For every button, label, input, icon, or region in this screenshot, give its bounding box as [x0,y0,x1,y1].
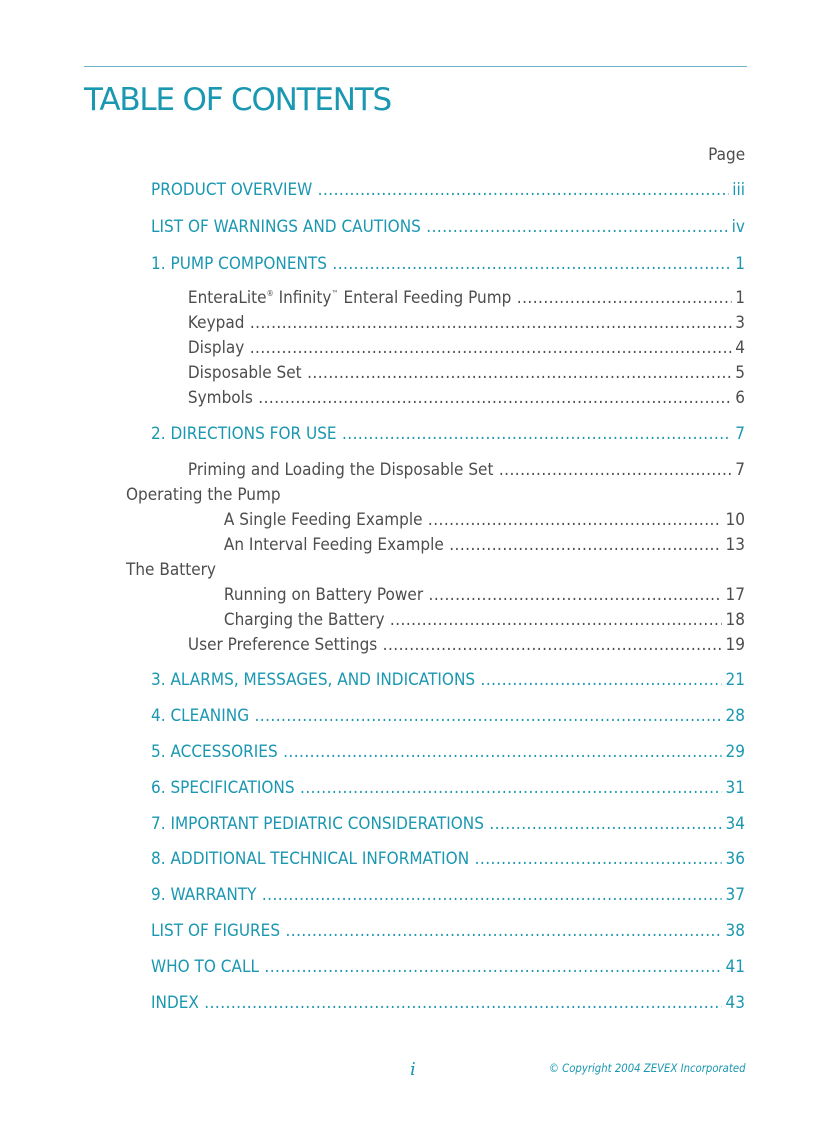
dot-leader [250,337,732,359]
toc-entry-page: 3 [735,313,745,333]
toc-entry-page: 5 [735,363,745,383]
toc-entry-label: An Interval Feeding Example [223,535,444,555]
toc-entry-page: iii [732,180,745,200]
toc-entry-label: 9. WARRANTY [151,885,257,905]
dot-leader [250,312,732,334]
dot-leader [283,741,722,763]
toc-entry-page: 41 [725,957,745,977]
dot-leader [489,813,722,835]
toc-entry-alarms-messages-indications[interactable] [151,669,745,691]
toc-entry-page: 38 [725,921,745,941]
dot-leader [307,362,732,384]
toc-entry-page: 19 [725,635,745,655]
top-rule [84,66,747,67]
toc-entry-keypad[interactable] [188,312,745,334]
product-name-suffix: Enteral Feeding Pump [338,288,512,308]
toc-entry-list-of-warnings-and-cautions[interactable] [151,216,745,238]
toc-entry-label: Symbols [187,388,253,408]
toc-entry-user-preference-settings[interactable] [188,634,745,656]
toc-entry-label: Display [187,338,245,358]
toc-entry-label: LIST OF WARNINGS AND CAUTIONS [151,217,421,237]
toc-entry-directions-for-use[interactable] [151,423,745,445]
toc-entry-page: 1 [735,254,745,274]
toc-entry-label: 6. SPECIFICATIONS [151,778,295,798]
dot-leader [262,884,722,906]
footer-copyright: © Copyright 2004 ZEVEX Incorporated [548,1061,745,1075]
dot-leader [475,848,722,870]
toc-entry-warranty[interactable] [151,884,745,906]
dot-leader [428,509,722,531]
page-column-heading: Page [707,145,745,165]
toc-entry-disposable-set[interactable] [188,362,745,384]
toc-entry-page: 34 [725,814,745,834]
toc-entry-pump-components[interactable] [151,253,745,275]
dot-leader [318,179,729,201]
toc-entry-label: Keypad [187,313,245,333]
toc-entry-label: Priming and Loading the Disposable Set [187,460,494,480]
toc-entry-page: 18 [725,610,745,630]
toc-entry-product-overview[interactable] [151,179,745,201]
dot-leader [390,609,722,631]
toc-entry-specifications[interactable] [151,777,745,799]
toc-entry-label: Running on Battery Power [223,585,424,605]
toc-entry-label: 2. DIRECTIONS FOR USE [151,424,337,444]
toc-group-operating-the-pump: Operating the Pump [126,485,281,505]
toc-entry-priming-and-loading[interactable] [188,459,745,481]
toc-entry-additional-technical-information[interactable] [151,848,745,870]
dot-leader [517,287,732,309]
toc-entry-list-of-figures[interactable] [151,920,745,942]
toc-entry-index[interactable] [151,992,745,1014]
toc-entry-page: 13 [725,535,745,555]
toc-entry-page: 10 [725,510,745,530]
toc-entry-page: 29 [725,742,745,762]
toc-entry-running-on-battery-power[interactable] [224,584,745,606]
toc-entry-label: 1. PUMP COMPONENTS [151,254,327,274]
toc-entry-who-to-call[interactable] [151,956,745,978]
registered-trademark-symbol: ® [266,289,274,298]
dot-leader [264,956,722,978]
toc-entry-page: 1 [735,288,745,308]
toc-entry-label: LIST OF FIGURES [151,921,281,941]
toc-entry-symbols[interactable] [188,387,745,409]
dot-leader [342,423,732,445]
toc-entry-page: 17 [725,585,745,605]
toc-entry-label: Disposable Set [187,363,302,383]
toc-entry-label: PRODUCT OVERVIEW [151,180,313,200]
toc-group-the-battery: The Battery [126,560,216,580]
toc-entry-page: 6 [735,388,745,408]
toc-entry-single-feeding-example[interactable] [224,509,745,531]
dot-leader [258,387,731,409]
toc-entry-label: 4. CLEANING [151,706,250,726]
toc-entry-label: 7. IMPORTANT PEDIATRIC CONSIDERATIONS [151,814,484,834]
toc-entry-cleaning[interactable] [151,705,745,727]
toc-entry-charging-the-battery[interactable] [224,609,745,631]
dot-leader [332,253,731,275]
toc-entry-page: 37 [725,885,745,905]
toc-entry-label: User Preference Settings [187,635,378,655]
dot-leader [429,584,722,606]
dot-leader [383,634,722,656]
dot-leader [481,669,722,691]
toc-entry-enteralite-infinity-pump[interactable] [188,287,745,309]
dot-leader [300,777,722,799]
toc-entry-page: 7 [735,460,745,480]
product-name-infinity: Infinity [273,288,332,308]
toc-entry-label: WHO TO CALL [151,957,259,977]
trademark-symbol: ™ [331,289,339,298]
toc-entry-page: iv [731,217,745,237]
dot-leader [499,459,732,481]
dot-leader [204,992,722,1014]
dot-leader [426,216,728,238]
toc-entry-page: 28 [725,706,745,726]
toc-entry-label: Charging the Battery [223,610,385,630]
toc-entry-pediatric-considerations[interactable] [151,813,745,835]
page-title: TABLE OF CONTENTS [84,82,391,118]
toc-entry-label: 8. ADDITIONAL TECHNICAL INFORMATION [151,849,470,869]
toc-entry-label: INDEX [151,993,199,1013]
toc-entry-label [188,287,511,309]
toc-entry-page: 43 [725,993,745,1013]
toc-entry-label: 3. ALARMS, MESSAGES, AND INDICATIONS [151,670,476,690]
toc-entry-display[interactable] [188,337,745,359]
toc-entry-page: 4 [735,338,745,358]
product-name-enteralite: EnteraLite [187,288,267,308]
toc-entry-page: 21 [725,670,745,690]
toc-entry-interval-feeding-example[interactable] [224,534,745,556]
toc-entry-label: 5. ACCESSORIES [151,742,278,762]
toc-entry-accessories[interactable] [151,741,745,763]
toc-entry-label: A Single Feeding Example [223,510,423,530]
toc-entry-page: 7 [735,424,745,444]
dot-leader [449,534,722,556]
toc-entry-page: 36 [725,849,745,869]
footer-page-number: i [410,1059,416,1080]
dot-leader [254,705,721,727]
dot-leader [285,920,721,942]
toc-entry-page: 31 [725,778,745,798]
